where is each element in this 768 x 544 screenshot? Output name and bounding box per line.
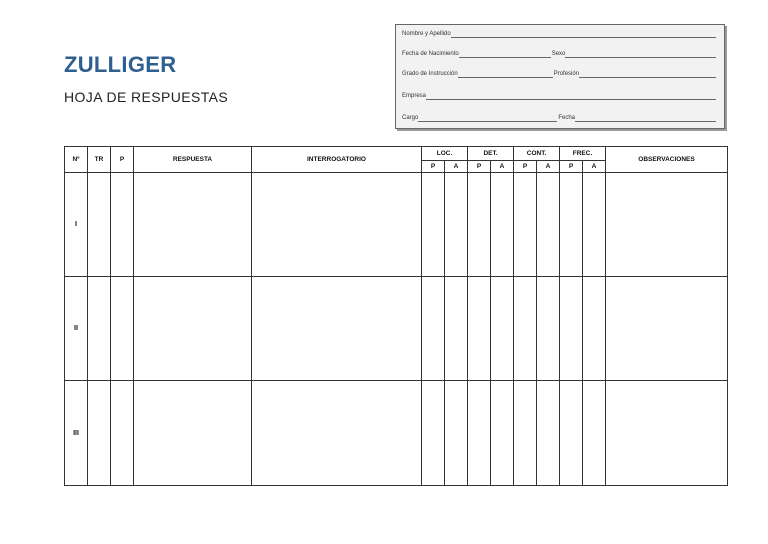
cell-p[interactable] [111,381,134,486]
info-row-nacimiento [402,49,717,58]
fecha-label: Fecha [558,115,576,121]
cell-cont-p[interactable] [514,277,537,381]
subheader-frec-a: A [583,161,606,173]
cell-observaciones[interactable] [606,277,728,381]
empresa-field[interactable] [426,92,716,100]
cell-interrogatorio[interactable] [252,381,422,486]
table-row [65,277,728,381]
cell-loc-p[interactable] [422,381,445,486]
header-observaciones: OBSERVACIONES [606,147,728,173]
header-frec: FREC. [560,147,606,161]
subheader-loc-p: P [422,161,445,173]
subheader-frec-p: P [560,161,583,173]
cell-tr[interactable] [88,277,111,381]
subheader-det-p: P [468,161,491,173]
header-interrogatorio: INTERROGATORIO [252,147,422,173]
table-row [65,381,728,486]
nacimiento-label: Fecha de Nacimiento [402,51,459,57]
cell-det-p[interactable] [468,381,491,486]
subheader-cont-a: A [537,161,560,173]
nombre-field[interactable] [451,30,716,38]
cell-cont-a[interactable] [537,173,560,277]
cell-loc-a[interactable] [445,381,468,486]
cell-frec-p[interactable] [560,277,583,381]
cell-cont-p[interactable] [514,381,537,486]
info-row-empresa [402,91,717,100]
row-number-iii: III [65,381,88,486]
cell-observaciones[interactable] [606,381,728,486]
cell-loc-p[interactable] [422,277,445,381]
subheader-loc-a: A [445,161,468,173]
sexo-label: Sexo [551,51,566,57]
cell-det-a[interactable] [491,173,514,277]
nombre-label: Nombre y Apellido [402,31,451,37]
header-loc: LOC. [422,147,468,161]
cell-loc-a[interactable] [445,173,468,277]
header-cont: CONT. [514,147,560,161]
instruccion-label: Grado de Instrucción [402,71,458,77]
cell-frec-p[interactable] [560,381,583,486]
cell-cont-a[interactable] [537,381,560,486]
personal-info-box [395,24,725,129]
cell-frec-p[interactable] [560,173,583,277]
cell-det-a[interactable] [491,381,514,486]
cell-p[interactable] [111,277,134,381]
nacimiento-field[interactable] [459,50,551,58]
sexo-field[interactable] [565,50,716,58]
response-table [64,146,728,486]
header-tr: TR [88,147,111,173]
info-row-cargo [402,113,717,122]
fecha-field[interactable] [575,114,716,122]
subheader-cont-p: P [514,161,537,173]
profesion-field[interactable] [579,70,716,78]
cell-tr[interactable] [88,173,111,277]
cell-loc-p[interactable] [422,173,445,277]
cell-det-p[interactable] [468,173,491,277]
cell-observaciones[interactable] [606,173,728,277]
cargo-label: Cargo [402,115,419,121]
cell-frec-a[interactable] [583,381,606,486]
cell-tr[interactable] [88,381,111,486]
cell-cont-a[interactable] [537,277,560,381]
cell-respuesta[interactable] [134,173,252,277]
form-subtitle: HOJA DE RESPUESTAS [64,89,229,105]
header-numero: Nº [65,147,88,173]
form-title: ZULLIGER [64,52,177,77]
cell-det-p[interactable] [468,277,491,381]
cell-p[interactable] [111,173,134,277]
cell-frec-a[interactable] [583,173,606,277]
empresa-label: Empresa [402,93,427,99]
cell-det-a[interactable] [491,277,514,381]
cell-loc-a[interactable] [445,277,468,381]
info-row-instruccion [402,69,717,78]
cell-respuesta[interactable] [134,277,252,381]
cell-respuesta[interactable] [134,381,252,486]
profesion-label: Profesión [553,71,580,77]
cell-cont-p[interactable] [514,173,537,277]
row-number-ii: II [65,277,88,381]
header-det: DET. [468,147,514,161]
cell-interrogatorio[interactable] [252,173,422,277]
row-number-i: I [65,173,88,277]
header-p: P [111,147,134,173]
cell-interrogatorio[interactable] [252,277,422,381]
instruccion-field[interactable] [458,70,553,78]
cell-frec-a[interactable] [583,277,606,381]
cargo-field[interactable] [418,114,557,122]
info-row-nombre [402,29,717,38]
header-respuesta: RESPUESTA [134,147,252,173]
table-row [65,173,728,277]
subheader-det-a: A [491,161,514,173]
